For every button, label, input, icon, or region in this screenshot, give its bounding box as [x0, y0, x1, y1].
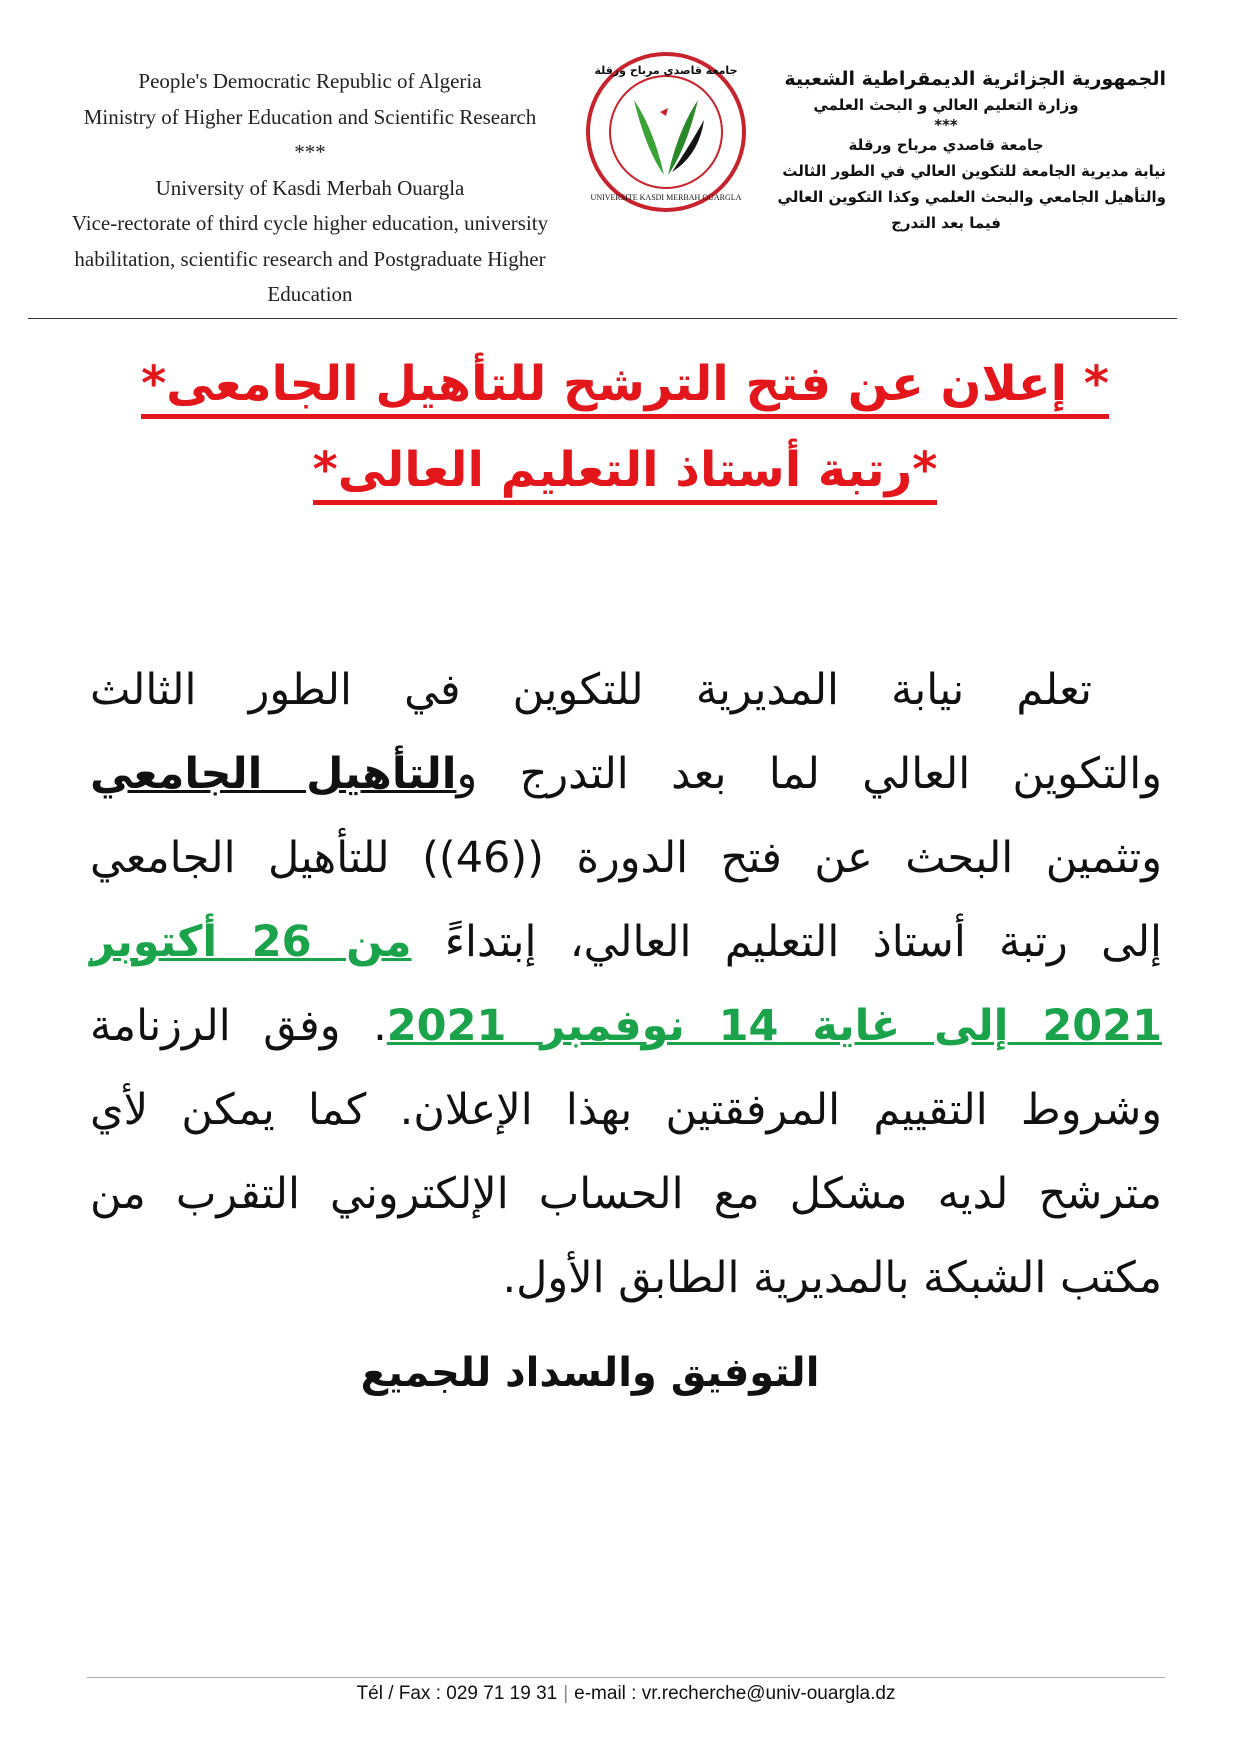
body-text: . وفق الرزنامة	[90, 1001, 387, 1051]
english-letterhead	[30, 64, 590, 313]
body-line	[90, 732, 1162, 816]
announcement-body	[90, 648, 1162, 1320]
footer-separator: |	[563, 1683, 569, 1704]
vice-rectorate-en-1: Vice-rectorate of third cycle higher education, university	[71, 211, 549, 235]
ministry-name-ar: وزارة التعليم العالي و البحث العلمي	[813, 96, 1079, 114]
arabic-letterhead	[726, 66, 1166, 236]
start-date: من 26 أكتوبر	[90, 917, 412, 967]
body-line	[90, 984, 1162, 1068]
vice-rectorate-en-2: habilitation, scientific research and Postgraduate Higher	[74, 246, 546, 271]
end-date: 2021 إلى غاية 14 نوفمبر 2021	[386, 1001, 1163, 1051]
vice-rectorate-ar-3: فيما بعد التدرج	[891, 214, 1001, 232]
university-logo	[584, 50, 748, 214]
vice-rectorate-ar-1: نيابة مديرية الجامعة للتكوين العالي في الطور الثالث	[782, 162, 1166, 180]
closing-greeting: التوفيق والسداد للجميع	[360, 1350, 820, 1396]
announcement-title	[90, 356, 1160, 412]
title-line-1: * إعلان عن فتح الترشح للتأهيل الجامعى*	[141, 356, 1109, 419]
body-text: إلى رتبة أستاذ التعليم العالي، إبتداءً	[411, 917, 1162, 967]
footer-divider	[87, 1677, 1165, 1678]
country-name-en: People's Democratic Republic of Algeria	[138, 69, 482, 93]
body-line: مكتب الشبكة بالمديرية الطابق الأول.	[502, 1253, 1162, 1303]
logo-arabic-text: جامعة قاصدي مرباح ورقلة	[594, 64, 738, 77]
vice-rectorate-ar-2: والتأهيل الجامعي والبحث العلمي وكذا التكوين العالي	[777, 188, 1166, 206]
body-line: وتثمين البحث عن فتح الدورة ((46)) للتأهيل الجامعي	[90, 833, 1163, 883]
svg-text:UNIVERSITE KASDI MERBAH OUARGL: UNIVERSITE KASDI MERBAH OUARGLA	[590, 193, 742, 202]
vice-rectorate-en-3: Education	[267, 282, 353, 306]
body-line	[90, 900, 1162, 984]
title-line-2: *رتبة أستاذ التعليم العالى*	[313, 442, 938, 505]
habilitation-emphasis: التأهيل الجامعي	[90, 749, 457, 799]
ministry-name-en: Ministry of Higher Education and Scientific Research	[83, 104, 537, 129]
footer-contact	[87, 1683, 1165, 1705]
university-name-en: University of Kasdi Merbah Ouargla	[155, 175, 465, 200]
separator-stars-ar: ***	[934, 116, 958, 134]
country-name-ar: الجمهورية الجزائرية الديمقراطية الشعبية	[784, 68, 1166, 90]
header-divider	[28, 318, 1177, 319]
body-text: والتكوين العالي لما بعد التدرج و	[456, 749, 1162, 799]
email-address: e-mail : vr.recherche@univ-ouargla.dz	[574, 1683, 896, 1704]
announcement-subtitle	[90, 442, 1160, 498]
separator-stars: ***	[294, 140, 326, 164]
body-line: مترشح لديه مشكل مع الحساب الإلكتروني التقرب من	[90, 1169, 1162, 1219]
body-line: تعلم نيابة المديرية للتكوين في الطور الثالث	[90, 665, 1092, 715]
university-name-ar: جامعة قاصدي مرباح ورقلة	[848, 136, 1044, 154]
phone-fax: Tél / Fax : 029 71 19 31	[356, 1683, 558, 1704]
body-line: وشروط التقييم المرفقتين بهذا الإعلان. كما يمكن لأي	[90, 1085, 1162, 1135]
